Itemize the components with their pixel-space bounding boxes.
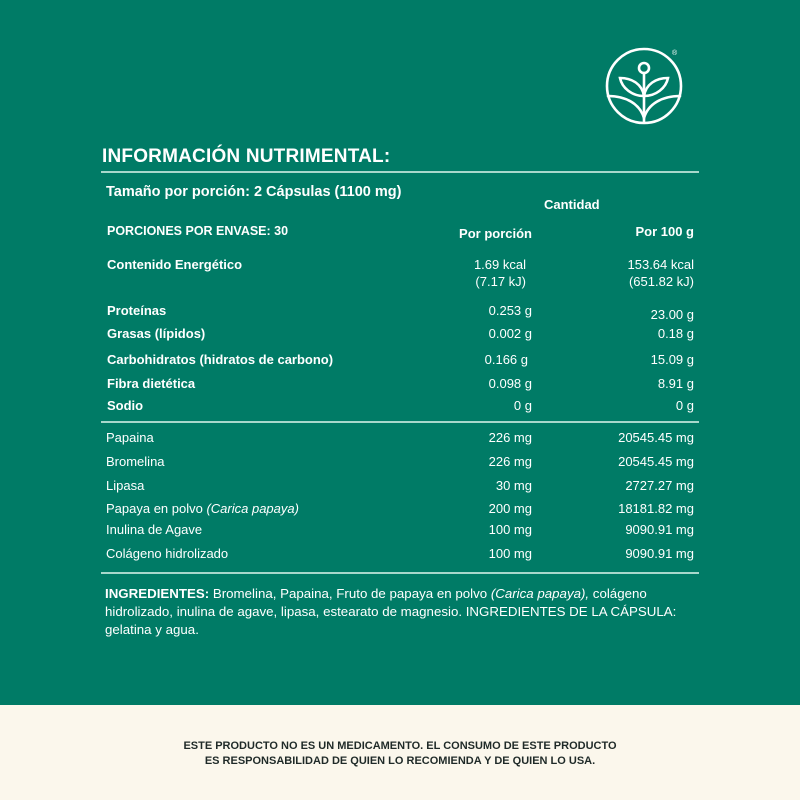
divider <box>101 171 699 173</box>
per-100-value: 23.00 g <box>650 307 694 322</box>
ingredients-label: INGREDIENTES: <box>105 586 210 601</box>
divider <box>101 572 699 574</box>
ingredients-scientific-name: (Carica papaya), <box>490 586 590 601</box>
per-serving-value: 30 mg <box>495 478 532 493</box>
per-serving-value: 200 mg <box>488 501 532 516</box>
per-serving-value: 0.002 g <box>488 326 532 341</box>
per-serving-value: 226 mg <box>488 454 532 469</box>
per-serving-value: 0.253 g <box>488 303 532 318</box>
serving-size: Tamaño por porción: 2 Cápsulas (1100 mg) <box>106 184 402 200</box>
per-100-value: 9090.91 mg <box>625 522 694 537</box>
per-100-value: 18181.82 mg <box>618 501 694 516</box>
per-100-value: 2727.27 mg <box>625 478 694 493</box>
nutrient-name: Carbohidratos (hidratos de carbono) <box>107 352 334 367</box>
nutrient-name: Proteínas <box>107 303 167 318</box>
active-name: Papaina <box>106 430 154 445</box>
plant-circle-logo-icon <box>604 46 684 126</box>
per-serving-value: 100 mg <box>488 546 532 561</box>
active-name: Papaya en polvo <box>106 501 207 516</box>
disclaimer-footer <box>0 705 800 800</box>
page-title: INFORMACIÓN NUTRIMENTAL: <box>102 146 391 167</box>
nutrient-name: Sodio <box>107 398 144 413</box>
per-100-value: 153.64 kcal <box>627 257 694 272</box>
active-name: Inulina de Agave <box>106 522 203 537</box>
col-per-serving: Por porción <box>459 226 532 241</box>
divider <box>101 421 699 423</box>
per-100-value: 15.09 g <box>650 352 694 367</box>
per-serving-value: 0.098 g <box>488 376 532 391</box>
per-serving-value: 226 mg <box>488 430 532 445</box>
ingredients-text <box>105 585 700 639</box>
nutrient-name: Contenido Energético <box>107 257 243 272</box>
per-100-value: 20545.45 mg <box>618 430 694 445</box>
ingredients-part: Bromelina, Papaina, Fruto de papaya en polvo <box>209 586 491 601</box>
per-100-value: 20545.45 mg <box>618 454 694 469</box>
per-serving-value-kj: (7.17 kJ) <box>475 274 526 289</box>
per-serving-value: 100 mg <box>488 522 532 537</box>
per-100-value-kj: (651.82 kJ) <box>628 274 694 289</box>
active-scientific-name: (Carica papaya) <box>206 501 299 516</box>
per-100-value: 8.91 g <box>657 376 694 391</box>
active-name: Bromelina <box>106 454 165 469</box>
servings-per-container: PORCIONES POR ENVASE: 30 <box>107 224 289 238</box>
per-serving-value: 1.69 kcal <box>473 257 526 272</box>
active-name: Colágeno hidrolizado <box>106 546 229 561</box>
per-100-value: 0 g <box>675 398 694 413</box>
ingredients-part: colágeno hidrolizado, inulina de agave, lipasa, estearato de magnesio. INGREDIENTES DE LA CÁPSULA: gelatina y agua. <box>105 586 677 637</box>
disclaimer-line: ES RESPONSABILIDAD DE QUIEN LO RECOMIENDA Y DE QUIEN LO USA. <box>204 755 596 767</box>
disclaimer-line: ESTE PRODUCTO NO ES UN MEDICAMENTO. EL CONSUMO DE ESTE PRODUCTO <box>183 740 617 752</box>
registered-mark: ® <box>672 50 678 57</box>
nutrient-name: Grasas (lípidos) <box>107 326 206 341</box>
per-serving-value: 0.166 g <box>484 352 528 367</box>
nutrient-name: Fibra dietética <box>107 376 196 391</box>
col-per-100g: Por 100 g <box>635 224 694 239</box>
quantity-header: Cantidad <box>544 197 600 212</box>
per-100-value: 9090.91 mg <box>625 546 694 561</box>
active-name: Lipasa <box>106 478 145 493</box>
per-serving-value: 0 g <box>513 398 532 413</box>
per-100-value: 0.18 g <box>657 326 694 341</box>
